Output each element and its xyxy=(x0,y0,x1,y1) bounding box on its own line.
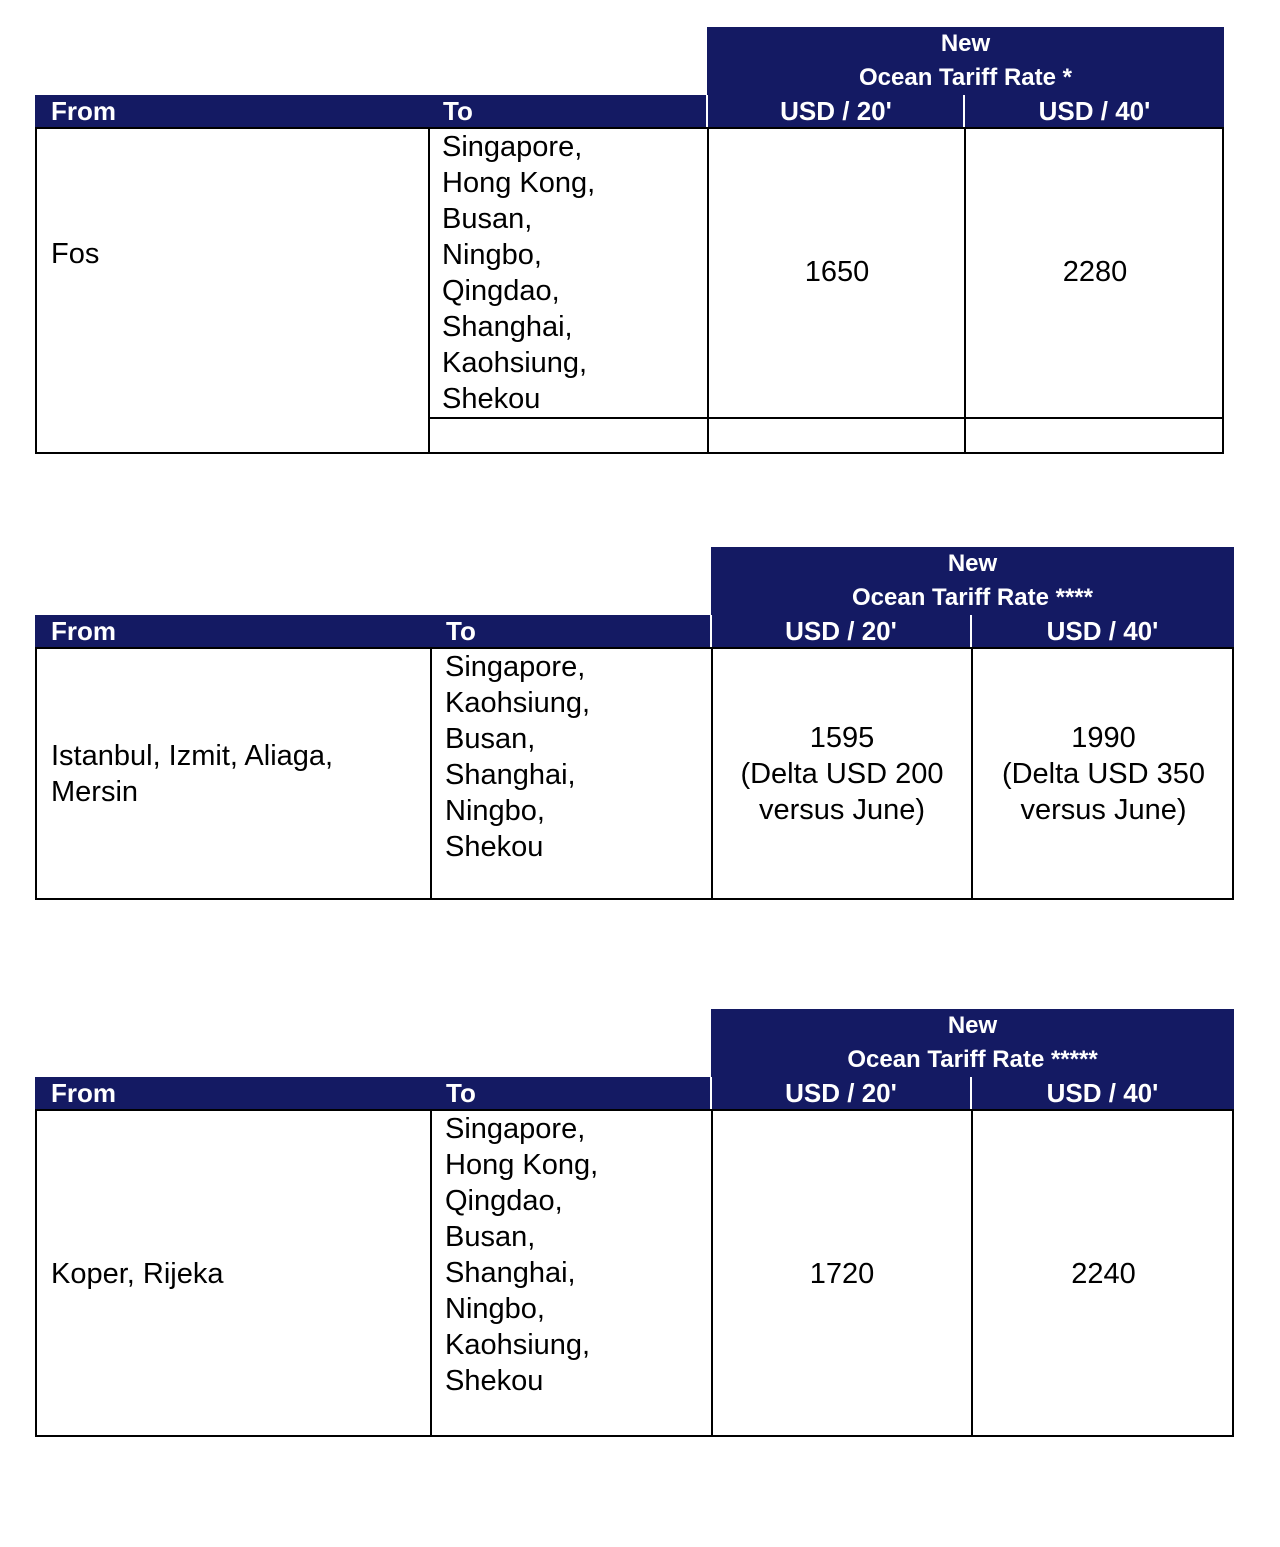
column-divider xyxy=(430,649,432,898)
header-divider xyxy=(710,615,712,647)
rate-title-line1: New xyxy=(940,30,991,57)
origin-line: Mersin xyxy=(51,776,139,808)
destination: Shanghai, xyxy=(445,1257,576,1289)
destination: Shanghai, xyxy=(442,311,573,343)
header-divider xyxy=(710,1077,712,1109)
destination: Kaohsiung, xyxy=(445,687,591,719)
rate-header xyxy=(711,547,1234,615)
column-divider xyxy=(707,129,709,452)
destination: Busan, xyxy=(442,203,533,235)
from-header: From xyxy=(51,96,116,126)
destination: Hong Kong, xyxy=(442,167,596,199)
to-header: To xyxy=(443,96,473,126)
usd40-header: USD / 40' xyxy=(1038,96,1151,126)
destination: Ningbo, xyxy=(445,1293,545,1325)
usd40-cell xyxy=(973,720,1234,828)
rate-note: (Delta USD 350 xyxy=(1001,758,1206,790)
destination: Kaohsiung, xyxy=(442,347,588,379)
rate-header xyxy=(707,27,1224,95)
rate-title-line1: New xyxy=(947,1012,998,1039)
row-divider xyxy=(428,417,1222,419)
destination: Kaohsiung, xyxy=(445,1329,591,1361)
destination: Busan, xyxy=(445,1221,536,1253)
column-header-row xyxy=(35,1077,1234,1109)
usd20-cell xyxy=(709,254,965,290)
destination: Shanghai, xyxy=(445,759,576,791)
destination: Ningbo, xyxy=(442,239,542,271)
to-cell xyxy=(445,1111,598,1399)
rate-value: 1650 xyxy=(804,256,870,288)
column-divider xyxy=(430,1111,432,1435)
usd40-header: USD / 40' xyxy=(1046,616,1159,646)
rate-title-line2: Ocean Tariff Rate * xyxy=(859,64,1072,91)
usd40-cell xyxy=(966,254,1224,290)
destination: Qingdao, xyxy=(442,275,560,307)
usd20-header: USD / 20' xyxy=(780,96,892,126)
table-body xyxy=(35,647,1234,900)
rate-value: 1595 xyxy=(809,722,875,754)
header-divider xyxy=(970,615,972,647)
destination: Singapore, xyxy=(442,131,583,163)
destination: Shekou xyxy=(442,383,541,415)
rate-title-line2: Ocean Tariff Rate **** xyxy=(852,584,1093,611)
rate-note: versus June) xyxy=(758,794,925,826)
destination: Singapore, xyxy=(445,1113,586,1145)
from-header: From xyxy=(51,1078,116,1108)
usd40-cell xyxy=(973,1256,1234,1292)
column-header-row xyxy=(35,95,1224,127)
column-divider xyxy=(428,129,430,452)
table-body xyxy=(35,1109,1234,1437)
header-divider xyxy=(970,1077,972,1109)
to-cell xyxy=(445,649,590,865)
rate-note: (Delta USD 200 xyxy=(740,758,944,790)
destination: Shekou xyxy=(445,1365,544,1397)
to-header: To xyxy=(446,616,476,646)
usd20-header: USD / 20' xyxy=(785,1078,897,1108)
usd20-cell xyxy=(713,720,971,828)
destination: Ningbo, xyxy=(445,795,545,827)
table-body xyxy=(35,127,1224,454)
from-cell: Fos xyxy=(51,238,100,270)
to-cell xyxy=(442,129,595,417)
rate-value: 1990 xyxy=(1071,722,1136,754)
destination: Singapore, xyxy=(445,651,586,683)
rate-note: versus June) xyxy=(1020,794,1187,826)
header-divider xyxy=(963,95,965,127)
rate-title-line1: New xyxy=(947,550,998,577)
rate-value: 1720 xyxy=(809,1258,875,1290)
from-cell xyxy=(51,738,333,810)
column-divider xyxy=(964,129,966,452)
origin-line: Istanbul, Izmit, Aliaga, xyxy=(51,740,334,772)
usd20-header: USD / 20' xyxy=(785,616,897,646)
from-cell: Koper, Rijeka xyxy=(51,1258,224,1290)
destination: Hong Kong, xyxy=(445,1149,599,1181)
usd20-cell xyxy=(713,1256,971,1292)
header-divider xyxy=(706,95,708,127)
rate-header xyxy=(711,1009,1234,1077)
to-header: To xyxy=(446,1078,476,1108)
destination: Busan, xyxy=(445,723,536,755)
from-header: From xyxy=(51,616,116,646)
column-header-row xyxy=(35,615,1234,647)
rate-title-line2: Ocean Tariff Rate ***** xyxy=(847,1046,1098,1073)
rate-value: 2240 xyxy=(1071,1258,1136,1290)
destination: Qingdao, xyxy=(445,1185,563,1217)
usd40-header: USD / 40' xyxy=(1046,1078,1159,1108)
destination: Shekou xyxy=(445,831,544,863)
rate-value: 2280 xyxy=(1062,256,1128,288)
